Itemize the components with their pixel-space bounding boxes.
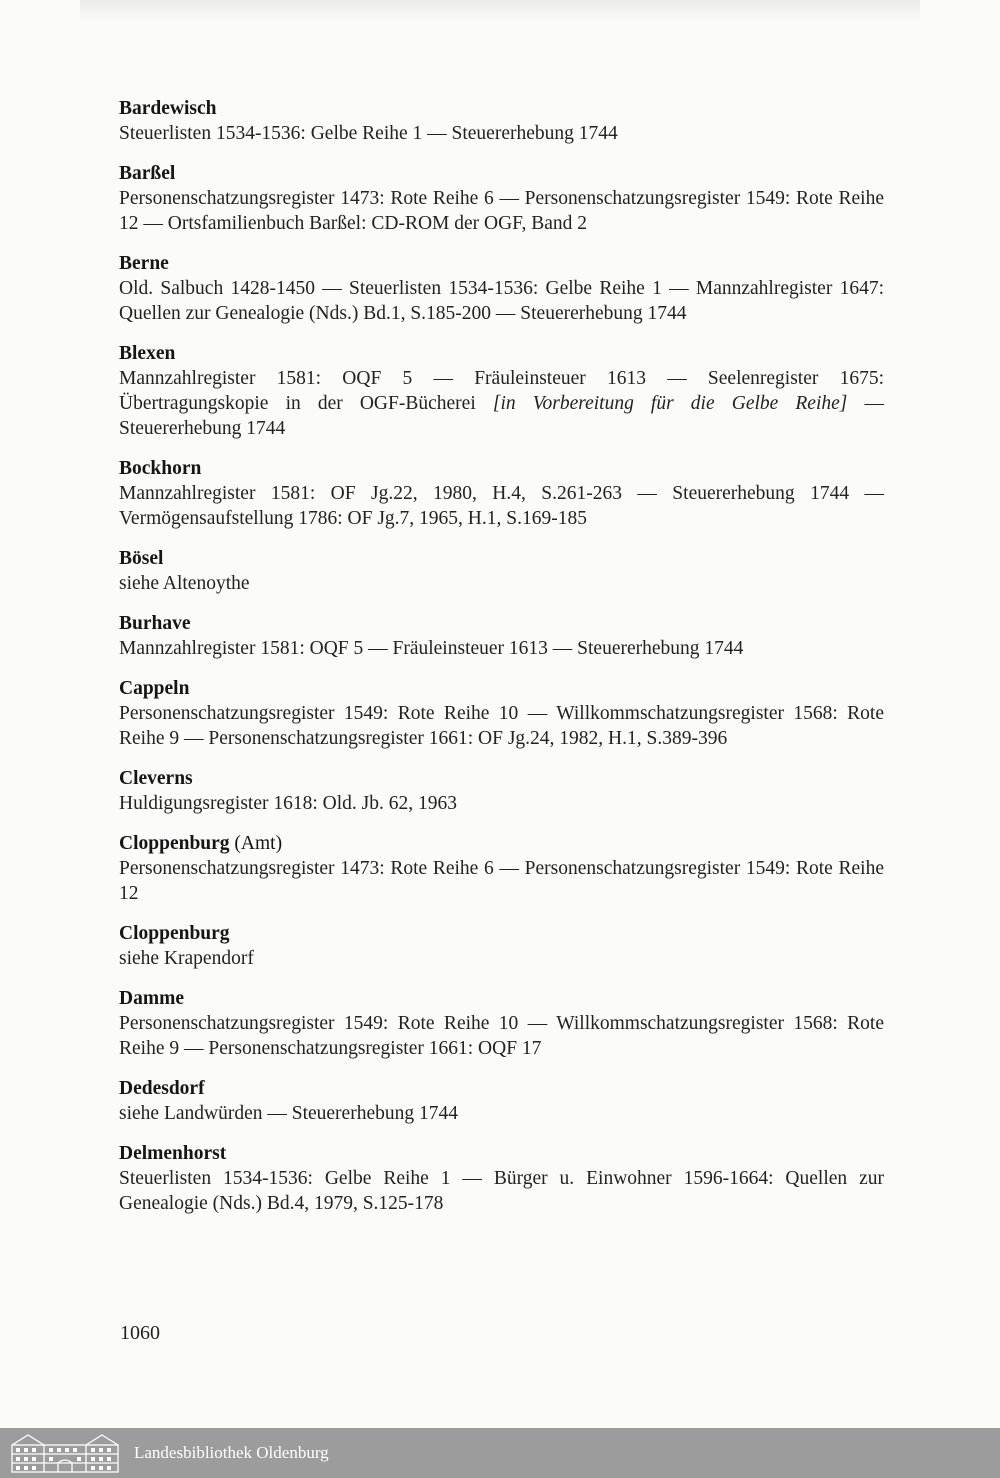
entry-source-text: Huldigungsregister 1618: Old. Jb. 62, 1963 — [119, 793, 457, 814]
entry-title — [119, 1141, 884, 1166]
footer-bar — [0, 1428, 1000, 1478]
entry-place-name: Cloppenburg — [119, 833, 230, 854]
register-entry — [119, 1076, 884, 1126]
footer-library-name: Landesbibliothek Oldenburg — [134, 1443, 329, 1462]
entry-place-name: Burhave — [119, 613, 191, 634]
register-entries — [119, 96, 884, 1231]
entry-place-name: Cleverns — [119, 768, 193, 789]
library-building-icon — [6, 1431, 124, 1475]
register-entry — [119, 676, 884, 751]
entry-place-name: Cappeln — [119, 678, 190, 699]
entry-source-text: Personenschatzungsregister 1549: Rote Reihe 10 — Willkommschatzungsregister 1568: Rote Reihe 9 — Personenschatzungsregister 1661: OF Jg.24, 1982, H.1, S.389-396 — [119, 703, 884, 749]
register-entry — [119, 831, 884, 906]
entry-sources — [119, 186, 884, 236]
entry-sources — [119, 571, 884, 596]
register-entry — [119, 1141, 884, 1216]
register-entry — [119, 161, 884, 236]
entry-source-text: Steuerlisten 1534-1536: Gelbe Reihe 1 — Bürger u. Einwohner 1596-1664: Quellen zur Genealogie (Nds.) Bd.4, 1979, S.125-178 — [119, 1168, 884, 1214]
entry-title — [119, 96, 884, 121]
entry-place-name: Dedesdorf — [119, 1078, 205, 1099]
entry-title — [119, 831, 884, 856]
entry-title — [119, 546, 884, 571]
scan-shadow — [80, 0, 920, 22]
register-entry — [119, 96, 884, 146]
entry-source-text: Mannzahlregister 1581: OQF 5 — Fräuleinsteuer 1613 — Steuererhebung 1744 — [119, 638, 744, 659]
page-number: 1060 — [120, 1322, 160, 1344]
register-entry — [119, 611, 884, 661]
entry-title — [119, 986, 884, 1011]
entry-sources — [119, 701, 884, 751]
entry-source-text: — Steuererhebung 1744 — [119, 393, 884, 439]
entry-title — [119, 341, 884, 366]
entry-source-text: siehe Krapendorf — [119, 948, 254, 969]
entry-sources — [119, 1011, 884, 1061]
entry-sources — [119, 1166, 884, 1216]
entry-source-text: siehe Landwürden — Steuererhebung 1744 — [119, 1103, 458, 1124]
entry-sources — [119, 481, 884, 531]
entry-source-text: Personenschatzungsregister 1549: Rote Reihe 10 — Willkommschatzungsregister 1568: Rote Reihe 9 — Personenschatzungsregister 1661: OQF 17 — [119, 1013, 884, 1059]
register-entry — [119, 251, 884, 326]
entry-place-name: Cloppenburg — [119, 923, 230, 944]
entry-source-text: Mannzahlregister 1581: OF Jg.22, 1980, H.4, S.261-263 — Steuererhebung 1744 — Vermögensaufstellung 1786: OF Jg.7, 1965, H.1, S.169-185 — [119, 483, 884, 529]
entry-title — [119, 611, 884, 636]
entry-sources — [119, 276, 884, 326]
entry-sources — [119, 121, 884, 146]
entry-sources — [119, 366, 884, 441]
entry-place-name: Delmenhorst — [119, 1143, 227, 1164]
entry-source-text: Steuerlisten 1534-1536: Gelbe Reihe 1 — Steuererhebung 1744 — [119, 123, 618, 144]
register-entry — [119, 456, 884, 531]
entry-title — [119, 456, 884, 481]
entry-title — [119, 921, 884, 946]
entry-place-name: Bardewisch — [119, 98, 217, 119]
register-entry — [119, 546, 884, 596]
register-entry — [119, 921, 884, 971]
entry-sources — [119, 946, 884, 971]
entry-title — [119, 676, 884, 701]
entry-qualifier: (Amt) — [229, 833, 283, 854]
entry-place-name: Blexen — [119, 343, 176, 364]
entry-source-text: siehe Altenoythe — [119, 573, 250, 594]
entry-place-name: Damme — [119, 988, 184, 1009]
entry-place-name: Bösel — [119, 548, 164, 569]
entry-note: [in Vorbereitung für die Gelbe Reihe] — [492, 393, 848, 414]
entry-sources — [119, 636, 884, 661]
entry-title — [119, 766, 884, 791]
register-entry — [119, 766, 884, 816]
entry-source-text: Mannzahlregister 1581: OQF 5 — Fräuleinsteuer 1613 — Seelenregister 1675: Übertragungskopie in der OGF-Bücherei — [119, 368, 884, 414]
entry-place-name: Berne — [119, 253, 169, 274]
entry-source-text: Old. Salbuch 1428-1450 — Steuerlisten 1534-1536: Gelbe Reihe 1 — Mannzahlregister 1647: Quellen zur Genealogie (Nds.) Bd.1, S.185-200 — Steuererhebung 1744 — [119, 278, 884, 324]
entry-title — [119, 161, 884, 186]
entry-sources — [119, 1101, 884, 1126]
entry-title — [119, 1076, 884, 1101]
entry-sources — [119, 791, 884, 816]
register-entry — [119, 341, 884, 441]
entry-source-text: Personenschatzungsregister 1473: Rote Reihe 6 — Personenschatzungsregister 1549: Rote Reihe 12 — [119, 858, 884, 904]
entry-place-name: Bockhorn — [119, 458, 202, 479]
register-entry — [119, 986, 884, 1061]
entry-source-text: Personenschatzungsregister 1473: Rote Reihe 6 — Personenschatzungsregister 1549: Rote Reihe 12 — Ortsfamilienbuch Barßel: CD-ROM der OGF, Band 2 — [119, 188, 884, 234]
entry-place-name: Barßel — [119, 163, 176, 184]
entry-sources — [119, 856, 884, 906]
entry-title — [119, 251, 884, 276]
